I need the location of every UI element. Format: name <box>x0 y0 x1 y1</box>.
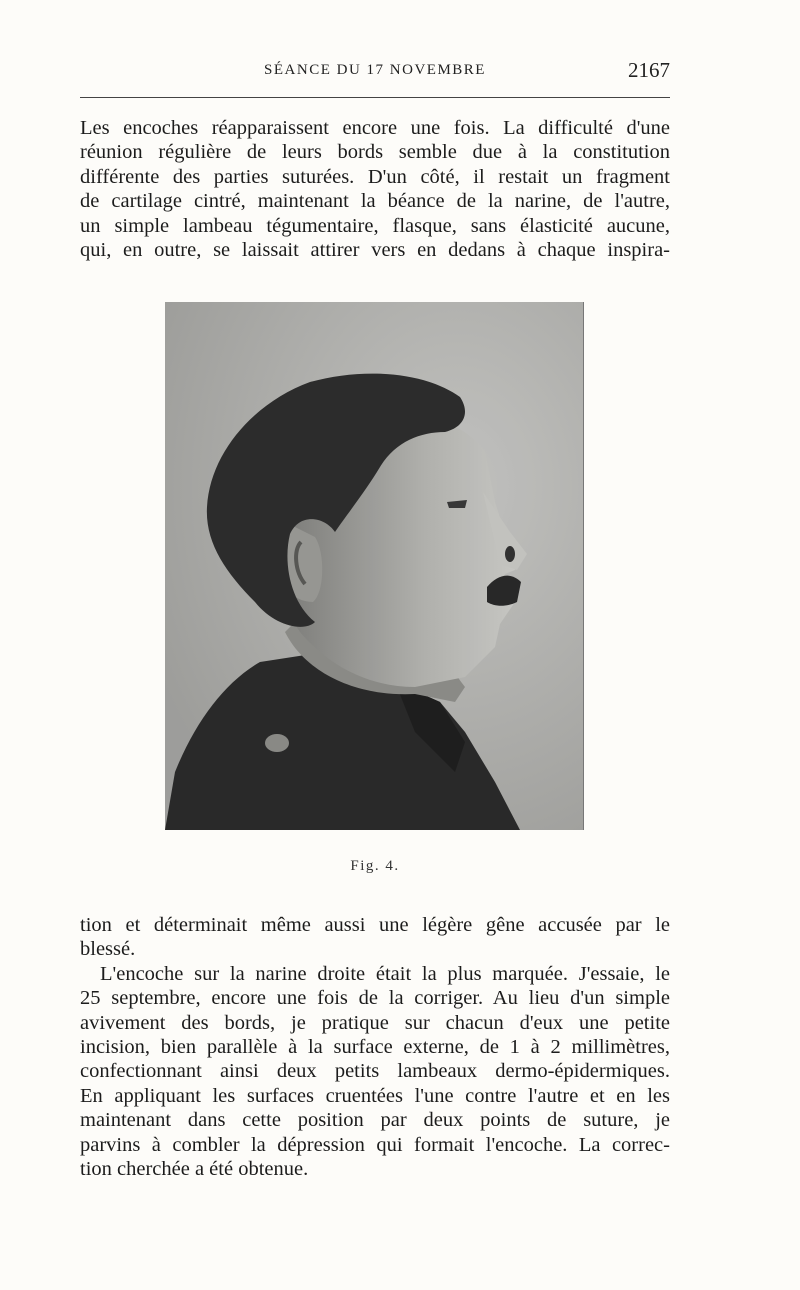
running-title: SÉANCE DU 17 NOVEMBRE <box>264 62 486 78</box>
text-line: blessé. <box>80 938 136 961</box>
text-line: parvins à combler la dépression qui formait l'encoche. La correc- <box>80 1133 670 1156</box>
text-line: confectionnant ainsi deux petits lambeaux dermo-épidermiques. <box>80 1060 670 1083</box>
page-header <box>80 58 670 88</box>
text-line: qui, en outre, se laissait attirer vers en dedans à chaque inspira- <box>80 239 670 262</box>
text-line: un simple lambeau tégumentaire, flasque, sans élasticité aucune, <box>80 214 670 237</box>
text-line: différente des parties suturées. D'un côté, il restait un fragment <box>80 165 670 188</box>
text-line: incision, bien parallèle à la surface externe, de 1 à 2 millimètres, <box>80 1036 670 1059</box>
portrait-photograph <box>165 302 584 830</box>
text-line: réunion régulière de leurs bords semble due à la constitution <box>80 141 670 164</box>
figure-caption: Fig. 4. <box>350 858 400 874</box>
text-line: Les encoches réapparaissent encore une fois. La difficulté d'une <box>80 117 670 139</box>
text-line: tion et déterminait même aussi une légère gêne accusée par le <box>80 914 670 936</box>
text-line: En appliquant les surfaces cruentées l'une contre l'autre et en les <box>80 1084 670 1107</box>
text-line: avivement des bords, je pratique sur chacun d'eux une petite <box>80 1011 670 1034</box>
text-line: tion cherchée a été obtenue. <box>80 1158 309 1181</box>
paragraph-bottom <box>80 913 670 1181</box>
page-number: 2167 <box>628 58 670 82</box>
paragraph-top <box>80 116 670 262</box>
header-rule <box>80 97 670 98</box>
text-line: L'encoche sur la narine droite était la plus marquée. J'essaie, le <box>100 962 670 985</box>
text-line: maintenant dans cette position par deux points de suture, je <box>80 1109 670 1132</box>
profile-portrait-image <box>165 302 583 830</box>
text-line: de cartilage cintré, maintenant la béance de la narine, de l'autre, <box>80 190 670 213</box>
text-line: 25 septembre, encore une fois de la corriger. Au lieu d'un simple <box>80 987 670 1010</box>
